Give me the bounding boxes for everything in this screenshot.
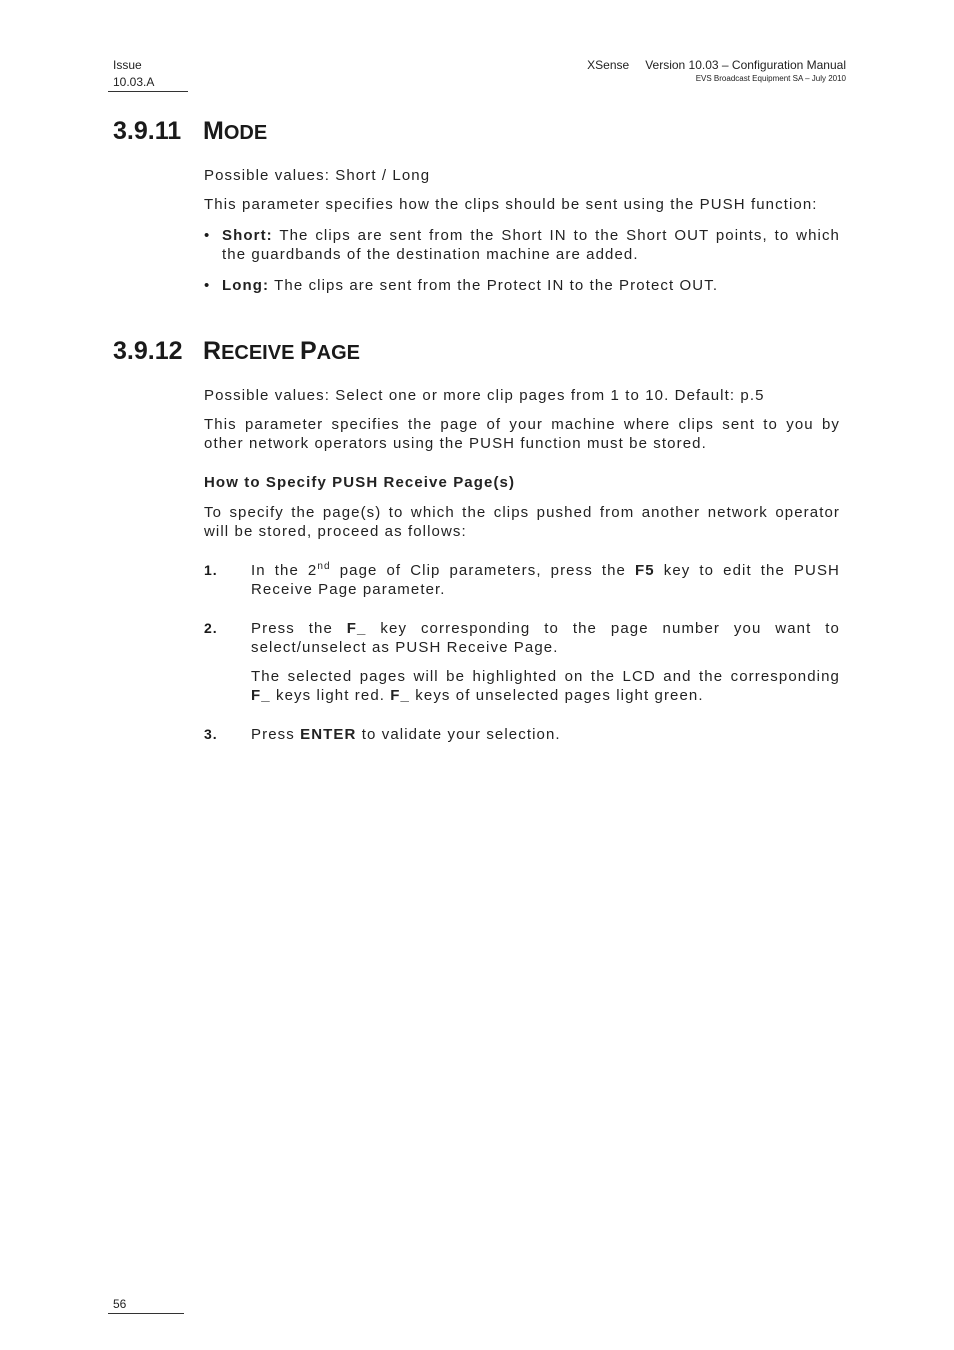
section-receive-heading xyxy=(113,336,360,368)
section-title-initial: R xyxy=(203,337,222,365)
step-text-part: key to edit the PUSH Receive Page parameter. xyxy=(251,562,840,598)
page-number: 56 xyxy=(113,1297,127,1311)
section-title-rest: ECEIVE xyxy=(221,342,300,364)
section-title-initial: M xyxy=(203,117,224,145)
bullet-text xyxy=(222,226,840,264)
step-1 xyxy=(204,561,840,599)
header-issue-value: 10.03.A xyxy=(113,75,155,89)
mode-possible-values: Possible values: Short / Long xyxy=(204,167,431,184)
header-product: XSense xyxy=(587,58,630,72)
section-number: 3.9.11 xyxy=(113,117,182,145)
section-mode-heading xyxy=(113,116,267,148)
key-name: F_ xyxy=(346,620,367,637)
howto-intro: To specify the page(s) to which the clips pushed from another network operator will be stored, proceed as follows: xyxy=(204,504,840,540)
step-number: 1. xyxy=(204,562,218,578)
footer-rule xyxy=(108,1313,184,1314)
step-text-part: Press the xyxy=(251,620,347,637)
step-text-part: keys of unselected pages light green. xyxy=(410,687,704,704)
step-text-part: page of Clip parameters, press the xyxy=(330,562,635,579)
bullet-body: The clips are sent from the Protect IN to the Protect OUT. xyxy=(269,277,719,294)
step-text xyxy=(251,725,840,744)
header-title-line xyxy=(587,58,846,73)
section-title-initial: P xyxy=(299,337,317,365)
header-issue-label: Issue xyxy=(113,58,142,72)
mode-bullet-list xyxy=(204,226,840,295)
mode-description: This parameter specifies how the clips should be sent using the PUSH function: xyxy=(204,196,818,213)
ordinal-suffix: nd xyxy=(317,561,331,572)
receive-description: This parameter specifies the page of your machine where clips sent to you by other network operators using the PUSH function must be stored. xyxy=(204,416,840,452)
step-number: 2. xyxy=(204,620,218,636)
header-issue-rule xyxy=(108,91,188,92)
bullet-body: The clips are sent from the Short IN to the Short OUT points, to which the guardbands of the destination machine are added. xyxy=(222,227,840,263)
step-text-part: to validate your selection. xyxy=(356,726,561,743)
key-name: F_ xyxy=(390,687,411,704)
receive-possible-values: Possible values: Select one or more clip pages from 1 to 10. Default: p.5 xyxy=(204,387,765,404)
bullet-text xyxy=(222,276,840,295)
step-text xyxy=(251,561,840,599)
section-title-rest: ODE xyxy=(223,122,268,144)
list-item xyxy=(204,276,840,295)
key-name: F_ xyxy=(251,687,271,704)
list-item xyxy=(204,226,840,264)
bullet-term: Long: xyxy=(222,277,270,294)
step-text-part: keys light red. xyxy=(270,687,391,704)
header-manual-title: Version 10.03 – Configuration Manual xyxy=(645,58,846,72)
step-3 xyxy=(204,725,840,744)
key-name: F5 xyxy=(635,562,655,579)
step-text-part: In the 2 xyxy=(251,562,318,579)
header-publisher: EVS Broadcast Equipment SA – July 2010 xyxy=(695,74,846,83)
step-2 xyxy=(204,619,840,705)
step-text-part: The selected pages will be highlighted on the LCD and the corresponding xyxy=(251,668,840,685)
bullet-icon: • xyxy=(204,277,210,294)
step-number: 3. xyxy=(204,726,218,742)
step-text xyxy=(251,619,840,657)
bullet-icon: • xyxy=(204,227,210,244)
key-name: ENTER xyxy=(300,726,357,743)
step-subtext xyxy=(251,667,840,705)
step-text-part: Press xyxy=(251,726,301,743)
section-title-rest: AGE xyxy=(316,342,361,364)
section-number: 3.9.12 xyxy=(113,337,183,365)
bullet-term: Short: xyxy=(222,227,273,244)
step-text-part: key corresponding to the page number you want to select/unselect as PUSH Receive Page. xyxy=(251,620,840,656)
howto-heading: How to Specify PUSH Receive Page(s) xyxy=(204,474,516,491)
